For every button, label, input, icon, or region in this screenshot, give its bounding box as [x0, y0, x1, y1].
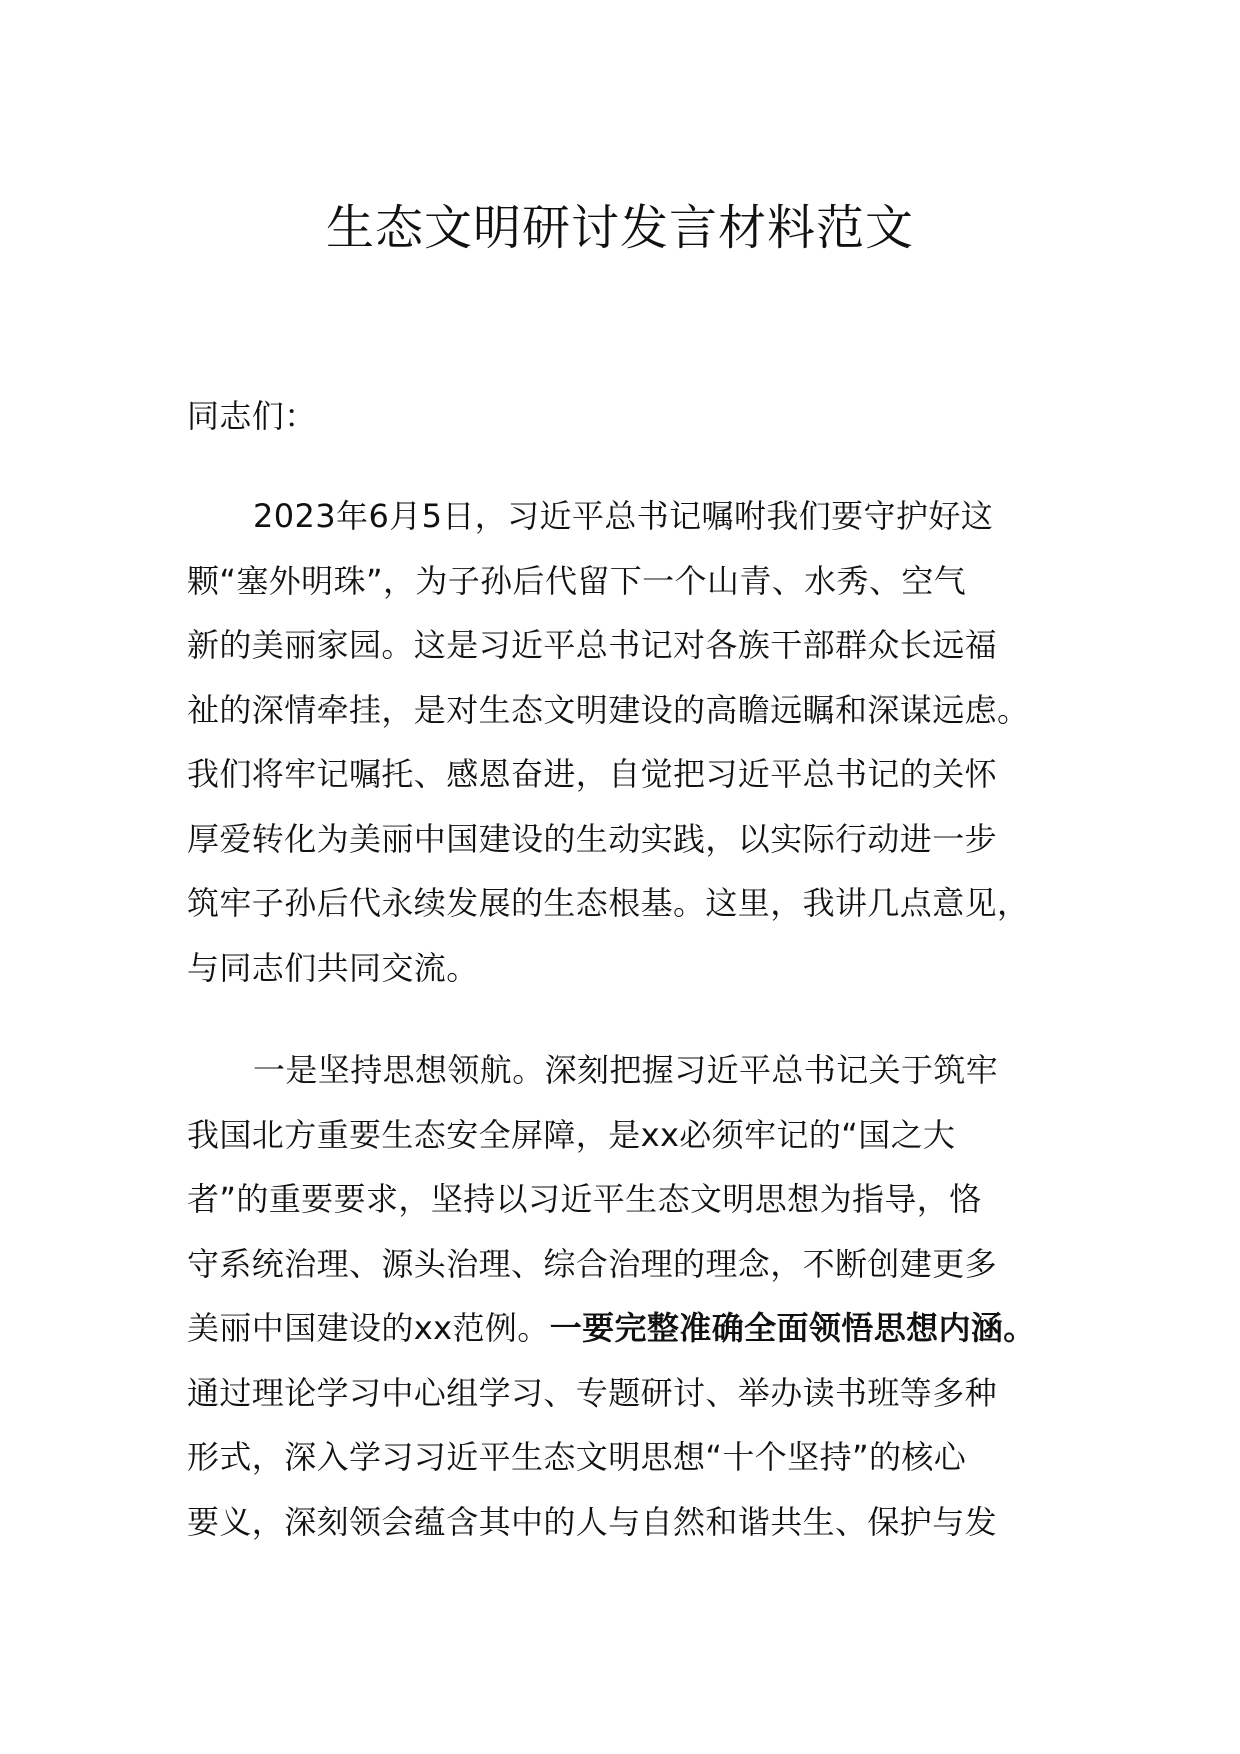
paragraph-2-line: 一是坚持思想领航。深刻把握习近平总书记关于筑牢	[253, 1051, 999, 1089]
paragraph-1-line: 与同志们共同交流。	[187, 948, 479, 987]
paragraph-1-line: 颗“塞外明珠”，为子孙后代留下一个山青、水秀、空气	[187, 561, 967, 600]
paragraph-1-line: 筑牢子孙后代永续发展的生态根基。这里，我讲几点意见，	[187, 884, 1030, 922]
paragraph-2-line: 要义，深刻领会蕴含其中的人与自然和谐共生、保护与发	[187, 1502, 998, 1541]
paragraph-2-line	[187, 1296, 1067, 1361]
paragraph-2-line: 形式，深入学习习近平生态文明思想“十个坚持”的核心	[187, 1438, 967, 1476]
paragraph-2-line: 通过理论学习中心组学习、专题研讨、举办读书班等多种	[187, 1373, 998, 1412]
paragraph-2-text: 美丽中国建设的xx范例。	[187, 1309, 550, 1347]
paragraph-1-line: 祉的深情牵挂，是对生态文明建设的高瞻远瞩和深谋远虑。	[187, 690, 1030, 729]
paragraph-2	[187, 1038, 1067, 1554]
bold-subheading: 一要完整准确全面领悟思想内涵。	[549, 1309, 1036, 1347]
paragraph-1-line: 2023年6月5日，习近平总书记嘱咐我们要守护好这	[253, 497, 994, 535]
paragraph-1-line: 厚爱转化为美丽中国建设的生动实践，以实际行动进一步	[187, 819, 998, 858]
document-title: 生态文明研讨发言材料范文	[325, 200, 914, 256]
paragraph-2-line: 我国北方重要生态安全屏障，是xx必须牢记的“国之大	[187, 1115, 956, 1154]
paragraph-1-line: 新的美丽家园。这是习近平总书记对各族干部群众长远福	[187, 626, 998, 664]
paragraph-2-line: 者”的重要要求，坚持以习近平生态文明思想为指导，恪	[187, 1180, 982, 1218]
salutation: 同志们：	[187, 397, 317, 435]
paragraph-2-line: 守系统治理、源头治理、综合治理的理念，不断创建更多	[187, 1244, 998, 1283]
paragraph-1	[187, 484, 1067, 1000]
paragraph-1-line: 我们将牢记嘱托、感恩奋进，自觉把习近平总书记的关怀	[187, 755, 998, 793]
